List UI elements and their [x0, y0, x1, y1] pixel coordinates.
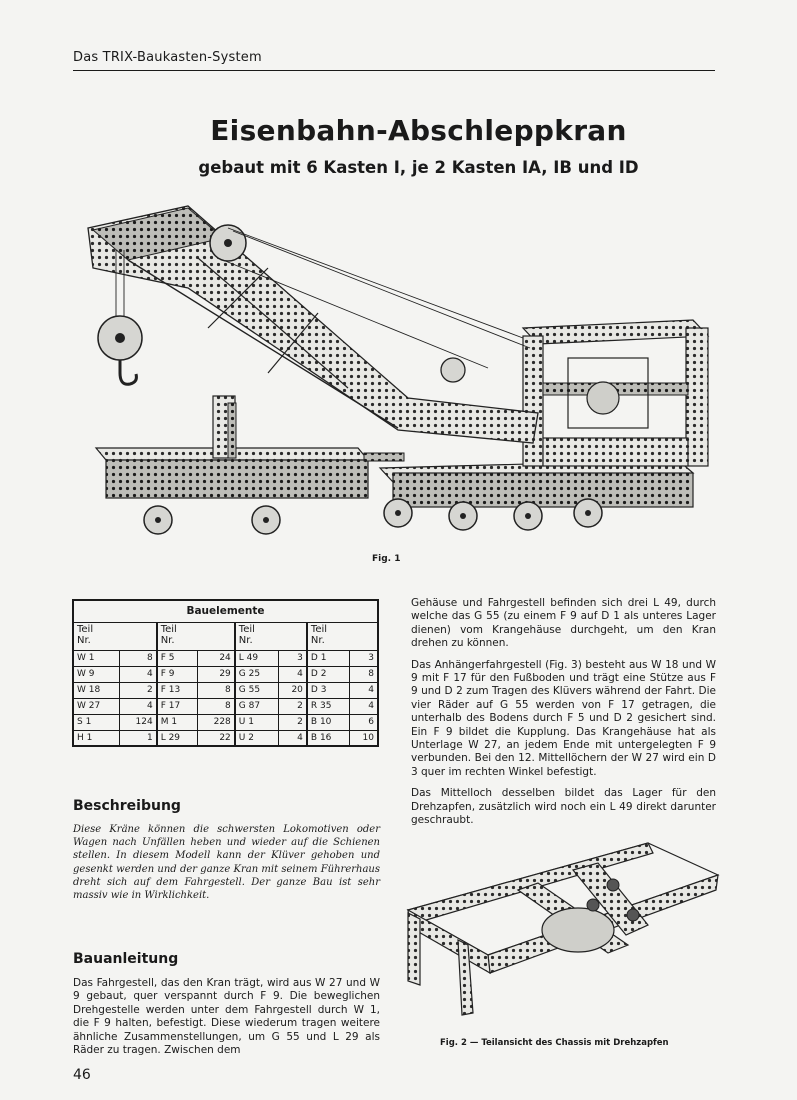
- part-count: 3: [349, 650, 378, 666]
- bauanleitung-heading: Bauanleitung: [73, 951, 179, 967]
- part-count: 4: [278, 730, 307, 746]
- right-column-text: [411, 597, 716, 836]
- part-count: 4: [349, 698, 378, 714]
- part-code: U 1: [235, 714, 279, 730]
- part-code: F 9: [157, 666, 198, 682]
- parts-table: [72, 599, 379, 747]
- part-code: W 27: [73, 698, 119, 714]
- part-code: D 1: [307, 650, 349, 666]
- part-code: W 1: [73, 650, 119, 666]
- part-count: 8: [349, 666, 378, 682]
- part-count: 10: [349, 730, 378, 746]
- part-count: 8: [197, 682, 234, 698]
- table-row: [73, 730, 378, 746]
- part-code: W 18: [73, 682, 119, 698]
- paragraph: Das Anhängerfahrgestell (Fig. 3) besteht aus W 18 und W 9 mit F 17 für den Fußboden und trägt eine Stütze aus F 9 und D 2 zum Tragen des Klüvers während der Fahrt. Die vier Räder auf G 55 werden von F 17 getragen, die unterhalb des Bodens durch F 5 und D 2 gesichert sind. Ein F 9 bildet die Kupplung. Das Krangehäuse hat als Unterlage W 27, an jedem Ende mit untergelegten F 9 verbunden. Bei den 12. Mittellöchern der W 27 wird ein D 3 quer im rechten Winkel befestigt.: [411, 658, 716, 778]
- part-code: U 2: [235, 730, 279, 746]
- part-count: 4: [278, 666, 307, 682]
- part-code: L 29: [157, 730, 198, 746]
- part-code: B 10: [307, 714, 349, 730]
- bauanleitung-text: Das Fahrgestell, das den Kran trägt, wird aus W 27 und W 9 gebaut, quer verspannt durch F 9. Die beweglichen Drehgestelle werden unter dem Fahrgestell durch W 1, die F 9 halten, befestigt. Diese wiederum tragen weitere ähnliche Zusammenstellungen, um G 55 und L 29 als Räder zu tragen. Zwischen dem: [73, 977, 380, 1057]
- page-title: Eisenbahn-Abschleppkran: [210, 114, 627, 147]
- part-code: B 16: [307, 730, 349, 746]
- chassis-figure: [398, 835, 720, 1027]
- parts-table-header: [73, 622, 378, 650]
- paragraph: Das Mittelloch desselben bildet das Lager für den Drehzapfen, zusätzlich wird noch ein L 49 direkt darunter geschraubt.: [411, 787, 716, 827]
- part-count: 4: [349, 682, 378, 698]
- header-cell: Teil Nr.: [307, 622, 378, 650]
- header-rule: [73, 70, 715, 71]
- part-count: 4: [119, 698, 156, 714]
- part-count: 2: [278, 698, 307, 714]
- part-code: S 1: [73, 714, 119, 730]
- part-code: F 17: [157, 698, 198, 714]
- part-code: G 25: [235, 666, 279, 682]
- part-code: D 2: [307, 666, 349, 682]
- part-code: W 9: [73, 666, 119, 682]
- part-count: 4: [119, 666, 156, 682]
- part-count: 124: [119, 714, 156, 730]
- table-row: [73, 666, 378, 682]
- part-count: 2: [278, 714, 307, 730]
- part-count: 8: [119, 650, 156, 666]
- part-code: M 1: [157, 714, 198, 730]
- figure-2-caption: Fig. 2 — Teilansicht des Chassis mit Drehzapfen: [440, 1038, 669, 1048]
- part-count: 29: [197, 666, 234, 682]
- crane-figure: [68, 198, 718, 538]
- header-cell: Teil Nr.: [157, 622, 235, 650]
- part-code: L 49: [235, 650, 279, 666]
- part-count: 2: [119, 682, 156, 698]
- part-code: R 35: [307, 698, 349, 714]
- running-head: Das TRIX-Baukasten-System: [73, 50, 262, 65]
- part-code: D 3: [307, 682, 349, 698]
- table-row: [73, 698, 378, 714]
- part-code: H 1: [73, 730, 119, 746]
- table-row: [73, 650, 378, 666]
- part-count: 24: [197, 650, 234, 666]
- part-code: F 5: [157, 650, 198, 666]
- part-count: 3: [278, 650, 307, 666]
- part-code: F 13: [157, 682, 198, 698]
- part-count: 8: [197, 698, 234, 714]
- part-count: 228: [197, 714, 234, 730]
- part-count: 20: [278, 682, 307, 698]
- paragraph: Gehäuse und Fahrgestell befinden sich drei L 49, durch welche das G 55 (zu einem F 9 auf D 1 als unteres Lager dienen) vom Krangehäuse durchgeht, um den Kran drehen zu können.: [411, 597, 716, 650]
- part-count: 6: [349, 714, 378, 730]
- figure-1-caption: Fig. 1: [372, 554, 401, 564]
- page-subtitle: gebaut mit 6 Kasten I, je 2 Kasten IA, IB und ID: [198, 158, 639, 177]
- part-count: 1: [119, 730, 156, 746]
- header-cell: Teil Nr.: [73, 622, 157, 650]
- beschreibung-text: Diese Kräne können die schwersten Lokomotiven oder Wagen nach Unfällen heben und wieder auf die Schienen stellen. In diesem Modell kann der Klüver gehoben und gesenkt werden und der ganze Kran mit seinem Führerhaus dreht sich auf dem Fahrgestell. Der ganze Bau ist sehr massiv wie in Wirklichkeit.: [73, 824, 380, 902]
- beschreibung-heading: Beschreibung: [73, 798, 181, 814]
- table-row: [73, 714, 378, 730]
- parts-table-caption: Bauelemente: [73, 600, 378, 622]
- part-code: G 55: [235, 682, 279, 698]
- table-row: [73, 682, 378, 698]
- part-count: 22: [197, 730, 234, 746]
- header-cell: Teil Nr.: [235, 622, 307, 650]
- page-number: 46: [73, 1067, 91, 1083]
- part-code: G 87: [235, 698, 279, 714]
